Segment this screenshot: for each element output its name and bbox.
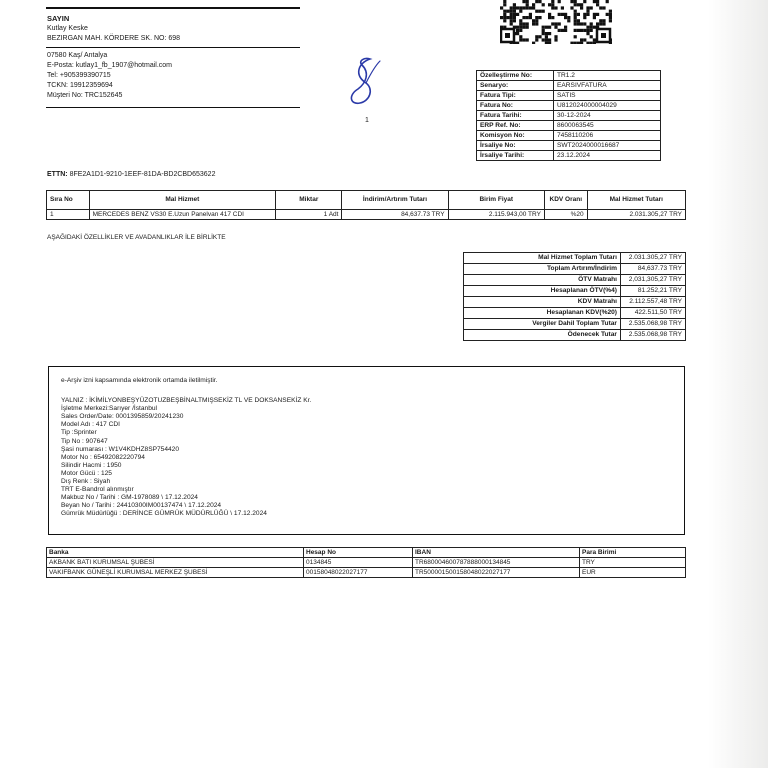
meta-value: U812024000004029 <box>554 101 661 111</box>
recipient-block <box>47 14 180 102</box>
totals-row <box>464 308 686 319</box>
totals-value: 2.031.305,27 TRY <box>621 253 686 264</box>
totals-table <box>463 252 686 341</box>
items-header-birim-fiyat: Birim Fiyat <box>448 191 544 210</box>
totals-value: 2.535.068,98 TRY <box>621 330 686 341</box>
table-row <box>47 558 686 568</box>
meta-key: İrsaliye Tarihi: <box>477 151 554 161</box>
items-header-tutar: Mal Hizmet Tutarı <box>587 191 685 210</box>
items-header-miktar: Miktar <box>276 191 342 210</box>
bank-cell: VAKIFBANK GÜNEŞLİ KURUMSAL MERKEZ ŞUBESİ <box>47 568 304 578</box>
signature-scribble <box>340 55 390 120</box>
meta-row <box>477 111 661 121</box>
qr-code <box>500 0 612 44</box>
meta-value: 8600063545 <box>554 121 661 131</box>
bank-cell: AKBANK BATI KURUMSAL ŞUBESİ <box>47 558 304 568</box>
notes-line: Gümrük Müdürlüğü : DERİNCE GÜMRÜK MÜDÜRLÜĞÜ \ 17.12.2024 <box>61 510 267 518</box>
meta-key: Fatura Tarihi: <box>477 111 554 121</box>
notes-line: Model Adı : 417 CDI <box>61 421 121 429</box>
item-mal-hizmet: MERCEDES BENZ VS30 E.Uzun Panelvan 417 CDI <box>89 210 276 220</box>
item-kdv: %20 <box>544 210 587 220</box>
meta-row <box>477 91 661 101</box>
notes-line: Motor Gücü : 125 <box>61 469 112 477</box>
header-rule-bottom <box>46 107 300 108</box>
notes-line: Dış Renk : Siyah <box>61 478 111 486</box>
meta-row <box>477 81 661 91</box>
meta-value: 30-12-2024 <box>554 111 661 121</box>
item-sira: 1 <box>47 210 90 220</box>
table-row <box>47 568 686 578</box>
totals-value: 422.511,50 TRY <box>621 308 686 319</box>
items-header-kdv: KDV Oranı <box>544 191 587 210</box>
recipient-customer-no: Müşteri No: TRC152645 <box>47 92 123 100</box>
meta-value: TR1.2 <box>554 71 661 81</box>
notes-line: Silindir Hacmi : 1950 <box>61 461 122 469</box>
notes-line: Tip No : 907647 <box>61 437 108 445</box>
notes-details <box>61 397 672 518</box>
notes-line: Tip :Sprinter <box>61 429 97 437</box>
meta-value: EARSIVFATURA <box>554 81 661 91</box>
meta-key: ERP Ref. No: <box>477 121 554 131</box>
totals-key: Hesaplanan KDV(%20) <box>464 308 621 319</box>
meta-key: Özelleştirme No: <box>477 71 554 81</box>
item-indirim: 84,637.73 TRY <box>342 210 448 220</box>
page-shadow <box>708 0 768 768</box>
meta-value: 7458110206 <box>554 131 661 141</box>
recipient-phone: Tel: +905399390715 <box>47 72 111 80</box>
recipient-address: BEZIRGAN MAH. KÖRDERE SK. NO: 698 <box>47 35 181 43</box>
totals-key: Ödenecek Tutar <box>464 330 621 341</box>
totals-key: ÖTV Matrahı <box>464 275 621 286</box>
meta-row <box>477 101 661 111</box>
bank-cell: TRY <box>580 558 686 568</box>
notes-line: Motor No : 65492082220794 <box>61 453 145 461</box>
totals-key: Mal Hizmet Toplam Tutarı <box>464 253 621 264</box>
items-header-mal-hizmet: Mal Hizmet <box>89 191 276 210</box>
meta-value: SATIS <box>554 91 661 101</box>
notes-line: YALNIZ : İKİMİLYONBEŞYÜZOTUZBEŞBİNALTMIŞSEKİZ TL VE DOKSANSEKİZ Kr. <box>61 397 312 405</box>
totals-value: 2.112.557,48 TRY <box>621 297 686 308</box>
meta-key: Fatura No: <box>477 101 554 111</box>
item-miktar: 1 Adt <box>276 210 342 220</box>
meta-key: İrsaliye No: <box>477 141 554 151</box>
notes-box <box>48 366 685 535</box>
ettn-label: ETTN: <box>47 171 68 178</box>
bank-cell: TR680004600787888000134845 <box>413 558 580 568</box>
recipient-title: SAYIN <box>47 14 70 23</box>
bank-header-iban: IBAN <box>413 548 580 558</box>
meta-key: Senaryo: <box>477 81 554 91</box>
totals-value: 2.535.068,98 TRY <box>621 319 686 330</box>
totals-value: 81.252,21 TRY <box>621 286 686 297</box>
notes-line: Makbuz No / Tarihi : GM-1978089 \ 17.12.2024 <box>61 494 198 502</box>
totals-key: KDV Matrahı <box>464 297 621 308</box>
meta-row <box>477 151 661 161</box>
meta-value: 23.12.2024 <box>554 151 661 161</box>
bank-header-hesap: Hesap No <box>304 548 413 558</box>
notes-line: TRT E-Bandrol alınmıştır <box>61 486 134 494</box>
features-note: AŞAĞIDAKİ ÖZELLİKLER VE AVADANLIKLAR İLE BİRLİKTE <box>47 234 226 241</box>
items-header-sira: Sıra No <box>47 191 90 210</box>
notes-line: Sales Order/Date: 0001395859/20241230 <box>61 413 184 421</box>
bank-cell: TR500001500158048022027177 <box>413 568 580 578</box>
bank-header-para-birimi: Para Birimi <box>580 548 686 558</box>
bank-table <box>46 547 686 578</box>
totals-row <box>464 253 686 264</box>
meta-key: Fatura Tipi: <box>477 91 554 101</box>
recipient-name: Kutlay Keske <box>47 25 88 33</box>
notes-line: İşletme Merkezi:Sarıyer /İstanbul <box>61 405 158 413</box>
meta-row <box>477 141 661 151</box>
bank-cell: 00158048022027177 <box>304 568 413 578</box>
totals-row <box>464 319 686 330</box>
items-table <box>46 190 686 220</box>
table-row <box>47 210 686 220</box>
recipient-city: 07580 Kaş/ Antalya <box>47 51 108 59</box>
meta-row <box>477 121 661 131</box>
notes-first-line: e-Arşiv izni kapsamında elektronik ortamda iletilmiştir. <box>61 377 218 384</box>
totals-row <box>464 286 686 297</box>
ettn-line <box>47 171 215 178</box>
item-birim-fiyat: 2.115.943,00 TRY <box>448 210 544 220</box>
notes-line: Beyan No / Tarihi : 24410300IM00137474 \ 17.12.2024 <box>61 502 222 510</box>
bank-cell: EUR <box>580 568 686 578</box>
totals-row <box>464 330 686 341</box>
item-tutar: 2.031.305,27 TRY <box>587 210 685 220</box>
bank-cell: 0134845 <box>304 558 413 568</box>
notes-line: Şasi numarası : W1V4KDHZ8SP754420 <box>61 445 180 453</box>
ettn-value: 8FE2A1D1-9210-1EEF-81DA-BD2CBD653622 <box>69 171 216 178</box>
totals-row <box>464 275 686 286</box>
totals-value: 2,031,305,27 TRY <box>621 275 686 286</box>
header-rule-top <box>46 7 300 9</box>
recipient-email: E-Posta: kutlay1_fb_1907@hotmail.com <box>47 61 173 69</box>
invoice-meta-table <box>476 70 661 161</box>
recipient-tckn: TCKN: 19912359694 <box>47 82 113 90</box>
items-header-indirim: İndirim/Artırım Tutarı <box>342 191 448 210</box>
totals-row <box>464 264 686 275</box>
totals-row <box>464 297 686 308</box>
meta-value: SWT2024000016687 <box>554 141 661 151</box>
totals-key: Toplam Artırım/İndirim <box>464 264 621 275</box>
meta-row <box>477 131 661 141</box>
totals-key: Hesaplanan ÖTV(%4) <box>464 286 621 297</box>
bank-header-banka: Banka <box>47 548 304 558</box>
meta-key: Komisyon No: <box>477 131 554 141</box>
totals-value: 84,637.73 TRY <box>621 264 686 275</box>
page-number: 1 <box>365 117 369 124</box>
meta-row <box>477 71 661 81</box>
totals-key: Vergiler Dahil Toplam Tutar <box>464 319 621 330</box>
